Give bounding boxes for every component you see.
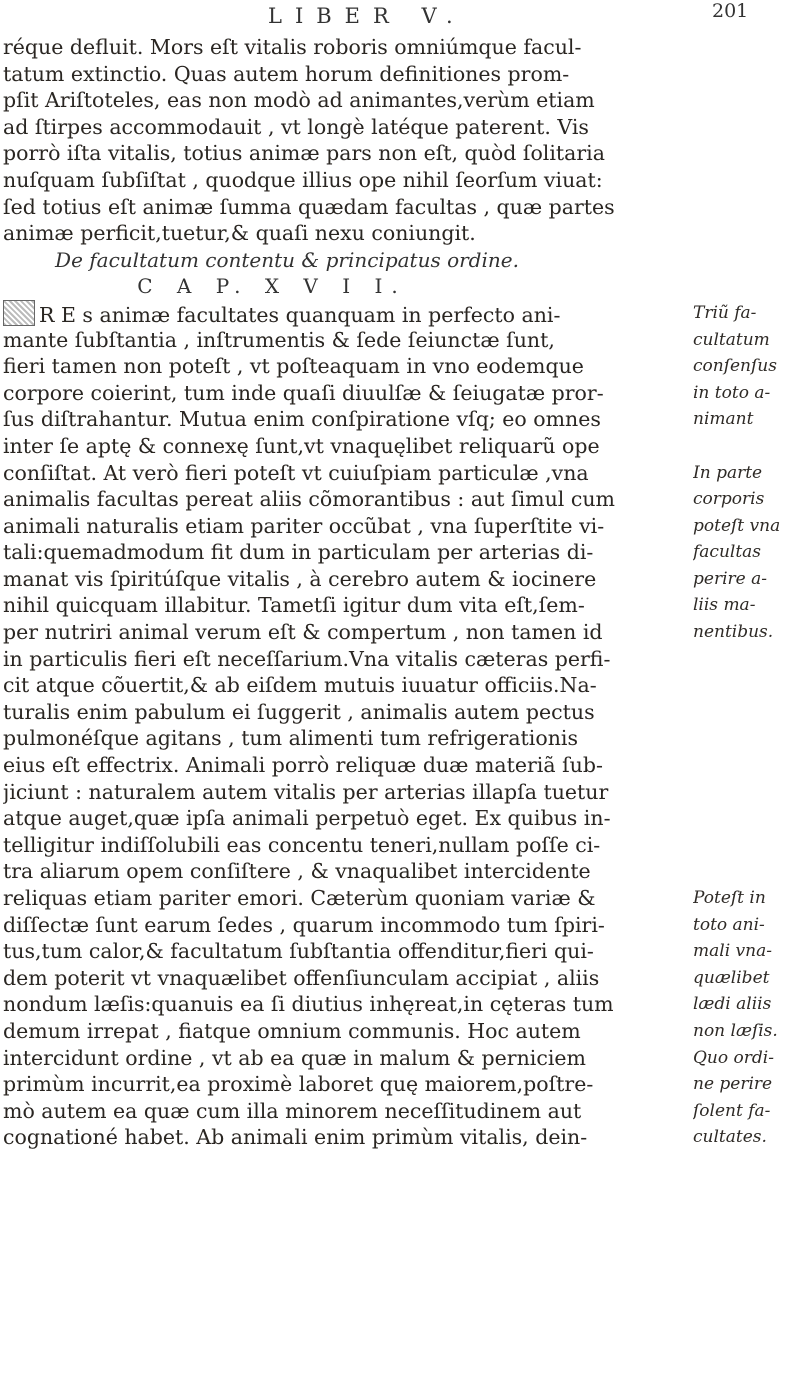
text-line: primùm incurrit,ea proximè laboret quę maiorem,poſtre-: [3, 1072, 594, 1097]
margin-spacer: [693, 61, 800, 88]
margin-note-line: in toto a-: [693, 382, 771, 403]
text-line: mante ſubſtantia , inſtrumentis & ſede ſeiunctæ ſunt,: [3, 327, 555, 352]
text-line: tus,tum calor,& facultatum ſubſtantia offenditur,fieri qui-: [3, 939, 594, 964]
margin-note-line: Quo ordi-: [693, 1047, 774, 1068]
text-line: tali:quemadmodum fit dum in particulam per arterias di-: [3, 540, 594, 565]
margin-spacer: [693, 273, 800, 300]
margin-note-line: mali vna-: [693, 941, 772, 962]
text-line: corpore coierint, tum inde quaſi diuulſæ & ſeiugatæ pror-: [3, 380, 604, 405]
margin-note-line: liis ma-: [693, 595, 756, 616]
text-line: ad ſtirpes accommodauit , vt longè latéque paterent. Vis: [3, 114, 589, 139]
text-line: animali naturalis etiam pariter occũbat , vna ſuperſtite vi-: [3, 513, 605, 538]
margin-note-line: facultas: [693, 542, 762, 563]
text-line: réque defluit. Mors eſt vitalis roboris omniúmque facul-: [3, 35, 582, 59]
margin-note-line: [693, 646, 800, 673]
margin-note-line: [693, 832, 800, 859]
text-line: fieri tamen non poteſt , vt poſteaquam in vno eodemque: [3, 354, 584, 379]
running-title: LIBER V.: [268, 4, 466, 28]
text-line: animalis facultas pereat aliis cõmorantibus : aut ſimul cum: [3, 487, 615, 512]
margin-note-line: [693, 805, 800, 832]
running-head: [0, 0, 800, 30]
text-line: nuſquam ſubſiſtat , quodque illius ope nihil ſeorſum viuat:: [3, 167, 603, 192]
text-line: pſit Ariſtoteles, eas non modò ad animantes,verùm etiam: [3, 88, 595, 113]
text-line: telligitur indiſſolubili eas concentu teneri,nullam poſſe ci-: [3, 832, 601, 857]
text-line: turalis enim pabulum ei ſuggerit , animalis autem pectus: [3, 699, 595, 724]
text-line: eius eſt effectrix. Animali porrò reliquæ duæ materiã ſub-: [3, 753, 603, 778]
chapter-label: C A P. X V I I.: [137, 274, 407, 299]
margin-note-line: non læſis.: [693, 1020, 778, 1041]
margin-note-line: [693, 672, 800, 699]
margin-note-line: [693, 725, 800, 752]
margin-note-line: [693, 433, 800, 460]
margin-spacer: [693, 167, 800, 194]
margin-spacer: [693, 87, 800, 114]
text-line: ſus diſtrahantur. Mutua enim conſpiratione vſq; eo omnes: [3, 407, 601, 432]
text-line: intercidunt ordine , vt ab ea quæ in malum & perniciem: [3, 1045, 586, 1070]
margin-note-line: ſolent fa-: [693, 1100, 771, 1121]
text-line: jiciunt : naturalem autem vitalis per arterias illapſa tuetur: [3, 779, 609, 804]
text-line: cit atque cõuertit,& ab eiſdem mutuis iuuatur officiis.Na-: [3, 673, 597, 698]
margin-note-line: conſenſus: [693, 356, 777, 377]
margin-note-line: Poteſt in: [693, 888, 766, 908]
margin-spacer: [693, 247, 800, 274]
text-line: tra aliarum opem conſiſtere , & vnaqualibet intercidente: [3, 859, 591, 884]
text-line: atque auget,quæ ipſa animali perpetuò eget. Ex quibus in-: [3, 806, 611, 831]
text-line: mò autem ea quæ cum illa minorem neceſſitudinem aut: [3, 1098, 582, 1123]
main-text: [3, 34, 691, 1151]
text-line: dem poterit vt vnaquælibet offenſiunculam accipiat , aliis: [3, 965, 600, 990]
margin-note-line: corporis: [693, 489, 765, 510]
text-line-first: [3, 300, 691, 327]
margin-note-line: In parte: [693, 462, 763, 483]
text-line: tatum extinctio. Quas autem horum definitiones prom-: [3, 61, 570, 86]
margin-note-line: lædi aliis: [693, 994, 772, 1015]
text-line: nondum læſis:quanuis ea ſi diutius inhęreat,in cęteras tum: [3, 992, 614, 1017]
margin-note-line: [693, 752, 800, 779]
text-line: cognationé habet. Ab animali enim primùm vitalis, dein-: [3, 1125, 588, 1150]
margin-note-line: [693, 699, 800, 726]
text-line: ſed totius eſt animæ ſumma quædam facultas , quæ partes: [3, 194, 615, 219]
margin-notes: [693, 34, 800, 1151]
margin-note-line: perire a-: [693, 568, 767, 589]
text-line: conſiſtat. At verò fieri poteſt vt cuiuſpiam particulæ ,vna: [3, 460, 589, 485]
margin-note-line: nentibus.: [693, 622, 774, 643]
text-line: per nutriri animal verum eſt & compertum , non tamen id: [3, 620, 603, 645]
margin-note-line: [693, 858, 800, 885]
ornamental-initial-icon: [3, 300, 35, 326]
margin-spacer: [693, 34, 800, 61]
page-number: 201: [712, 0, 749, 22]
text-line: in particulis fieri eſt neceſſarium.Vna vitalis cæteras perfi-: [3, 646, 611, 671]
margin-note-line: ne perire: [693, 1074, 773, 1095]
text-line: inter ſe aptę & connexę ſunt,vt vnaquęlibet reliquarũ ope: [3, 433, 600, 458]
margin-note-line: poteſt vna: [693, 515, 781, 536]
text-line: manat vis ſpiritúſque vitalis , à cerebro autem & iocinere: [3, 566, 597, 591]
margin-spacer: [693, 220, 800, 247]
margin-note-line: [693, 779, 800, 806]
margin-note-line: quælibet: [693, 967, 770, 988]
margin-note-line: cultatum: [693, 329, 770, 350]
margin-note-line: Triũ fa-: [693, 302, 757, 323]
text-line: nihil quicquam illabitur. Tametſi igitur dum vita eſt,ſem-: [3, 593, 585, 618]
text-line: reliquas etiam pariter emori. Cæterùm quoniam variæ &: [3, 886, 596, 910]
section-heading: De facultatum contentu & principatus ordine.: [55, 247, 519, 272]
text-line-content: R E s animæ facultates quanquam in perfecto ani-: [39, 302, 561, 327]
text-line: animæ perficit,tuetur,& quaſi nexu coniungit.: [3, 221, 476, 246]
margin-note-line: toto ani-: [693, 914, 765, 935]
margin-spacer: [693, 194, 800, 221]
text-line: diſſectæ ſunt earum ſedes , quarum incommodo tum ſpiri-: [3, 912, 605, 937]
margin-note-line: nimant: [693, 409, 754, 430]
margin-spacer: [693, 140, 800, 167]
text-line: demum irrepat , fiatque omnium communis. Hoc autem: [3, 1018, 581, 1043]
text-line: porrò iſta vitalis, totius animæ pars non eſt, quòd ſolitaria: [3, 141, 605, 166]
margin-spacer: [693, 114, 800, 141]
margin-note-line: cultates.: [693, 1127, 767, 1148]
text-line: pulmonéſque agitans , tum alimenti tum refrigerationis: [3, 726, 578, 751]
